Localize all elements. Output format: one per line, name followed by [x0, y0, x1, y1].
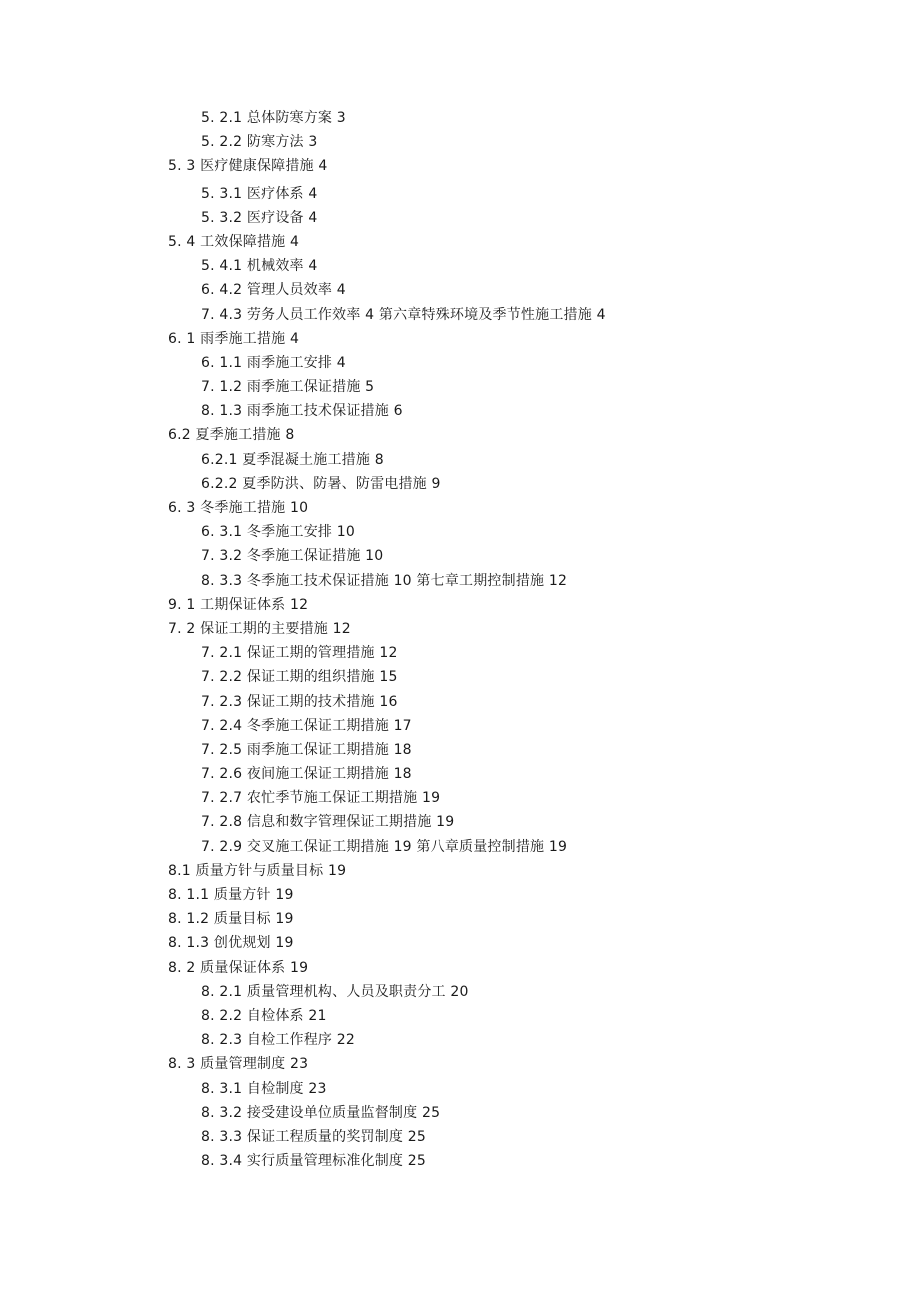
toc-entry: 6.2.1 夏季混凝土施工措施 8	[201, 451, 384, 468]
toc-entry: 8.1 质量方针与质量目标 19	[168, 862, 347, 879]
toc-entry: 5. 4 工效保障措施 4	[168, 233, 300, 250]
toc-entry: 7. 2.4 冬季施工保证工期措施 17	[201, 717, 412, 734]
toc-entry: 7. 2.7 农忙季节施工保证工期措施 19	[201, 790, 441, 807]
toc-entry: 7. 2.5 雨季施工保证工期措施 18	[201, 741, 412, 758]
toc-entry: 7. 2.8 信息和数字管理保证工期措施 19	[201, 814, 455, 831]
toc-entry: 7. 2.9 交叉施工保证工期措施 19 第八章质量控制措施 19	[201, 838, 568, 855]
toc-entry: 5. 3.2 医疗设备 4	[201, 209, 318, 226]
toc-entry: 6.2.2 夏季防洪、防暑、防雷电措施 9	[201, 475, 441, 492]
toc-entry: 6.2 夏季施工措施 8	[168, 427, 295, 444]
toc-entry: 5. 2.1 总体防寒方案 3	[201, 110, 346, 126]
toc-entry: 5. 3.1 医疗体系 4	[201, 185, 318, 202]
toc-entry: 7. 2 保证工期的主要措施 12	[168, 620, 351, 637]
toc-entry: 7. 2.3 保证工期的技术措施 16	[201, 693, 398, 710]
toc-entry: 8. 2.3 自检工作程序 22	[201, 1032, 355, 1049]
toc-entry: 5. 3 医疗健康保障措施 4	[168, 158, 328, 175]
toc-entry: 6. 1 雨季施工措施 4	[168, 330, 300, 347]
toc-entry: 8. 3.3 冬季施工技术保证措施 10 第七章工期控制措施 12	[201, 572, 568, 589]
toc-entry: 8. 1.2 质量目标 19	[168, 911, 294, 928]
toc-entry: 7. 1.2 雨季施工保证措施 5	[201, 379, 375, 396]
toc-entry: 8. 1.3 雨季施工技术保证措施 6	[201, 403, 403, 420]
toc-entry: 9. 1 工期保证体系 12	[168, 596, 309, 613]
toc-entry: 8. 3.1 自检制度 23	[201, 1080, 327, 1097]
toc-entry: 8. 2.2 自检体系 21	[201, 1007, 327, 1024]
toc-entry: 7. 3.2 冬季施工保证措施 10	[201, 548, 384, 565]
toc-entry: 8. 2.1 质量管理机构、人员及职责分工 20	[201, 983, 469, 1000]
toc-entry: 8. 1.3 创优规划 19	[168, 935, 294, 952]
toc-entry: 6. 1.1 雨季施工安排 4	[201, 354, 346, 371]
toc-entry: 7. 2.1 保证工期的管理措施 12	[201, 645, 398, 662]
toc-entry: 8. 3.3 保证工程质量的奖罚制度 25	[201, 1128, 426, 1145]
toc-entry: 6. 3 冬季施工措施 10	[168, 500, 309, 516]
table-of-contents	[0, 106, 920, 1173]
toc-entry: 6. 4.2 管理人员效率 4	[201, 282, 346, 299]
toc-entry: 7. 2.6 夜间施工保证工期措施 18	[201, 766, 412, 783]
toc-entry: 8. 2 质量保证体系 19	[168, 959, 309, 976]
toc-entry: 8. 3 质量管理制度 23	[168, 1056, 309, 1073]
toc-entry: 7. 2.2 保证工期的组织措施 15	[201, 669, 398, 686]
toc-entry: 8. 3.4 实行质量管理标准化制度 25	[201, 1153, 426, 1170]
toc-entry: 6. 3.1 冬季施工安排 10	[201, 524, 355, 541]
toc-entry: 5. 2.2 防寒方法 3	[201, 134, 318, 151]
toc-entry: 7. 4.3 劳务人员工作效率 4 第六章特殊环境及季节性施工措施 4	[201, 306, 606, 323]
toc-entry: 8. 3.2 接受建设单位质量监督制度 25	[201, 1104, 441, 1121]
toc-entry: 8. 1.1 质量方针 19	[168, 887, 294, 903]
toc-entry: 5. 4.1 机械效率 4	[201, 258, 318, 275]
